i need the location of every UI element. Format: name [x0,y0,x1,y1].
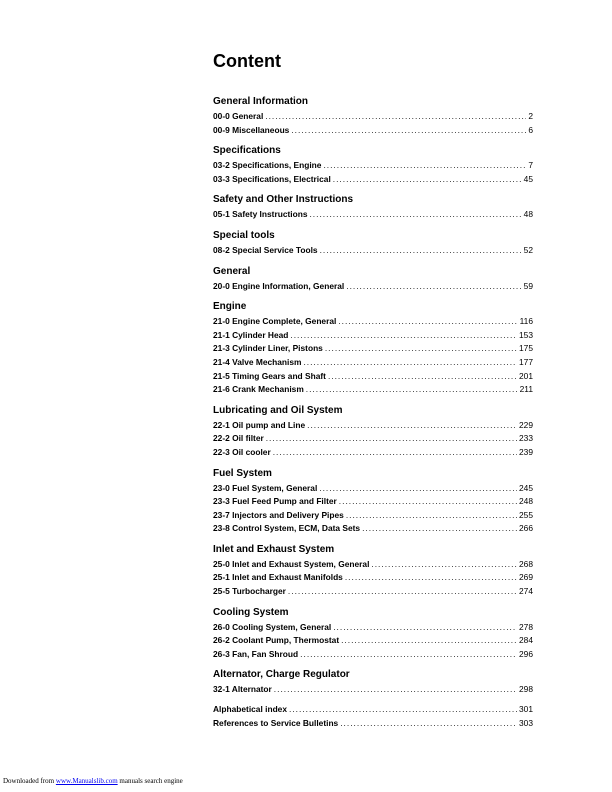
toc-entry-label: 21-3 Cylinder Liner, Pistons [213,343,323,354]
toc-entry-page-number: 245 [519,482,533,493]
toc-section [213,605,533,662]
toc-entry[interactable] [213,383,533,397]
toc-entry[interactable] [213,244,533,258]
dot-leader [291,124,526,138]
toc-entry-label: 26-0 Cooling System, General [213,621,332,632]
toc-section-heading: Alternator, Charge Regulator [213,669,350,681]
toc-section-heading: Safety and Other Instructions [213,194,354,206]
toc-entry[interactable] [213,482,533,496]
toc-entry-page-number: 296 [519,648,533,659]
footer-prefix: Downloaded from [3,777,55,785]
dot-leader [346,509,517,523]
footer-suffix: manuals search engine [119,777,183,785]
dot-leader [362,522,517,536]
toc-entry[interactable] [213,110,533,124]
toc-entry-label: 22-3 Oil cooler [213,446,271,457]
toc-entry-page-number: 269 [519,572,533,583]
dot-leader [306,383,518,397]
dot-leader [333,173,522,187]
toc-entry-page-number: 116 [519,316,533,327]
toc-entry-label: 00-0 General [213,111,264,121]
dot-leader [345,571,517,585]
toc-entry-page-number: 59 [523,280,533,291]
toc-entry[interactable] [213,509,533,523]
dot-leader [371,558,517,572]
toc-section [213,299,533,397]
toc-entry[interactable] [213,280,533,294]
dot-leader [340,717,517,731]
toc-entry-label: 26-2 Coolant Pump, Thermostat [213,635,340,646]
toc-entry[interactable] [213,432,533,446]
toc-entry[interactable] [213,342,533,356]
toc-entry[interactable] [213,208,533,222]
dot-leader [339,495,517,509]
toc-entry-label: 25-1 Inlet and Exhaust Manifolds [213,572,343,583]
toc-entry[interactable] [213,315,533,329]
toc-entry-label: 32-1 Alternator [213,684,272,695]
toc-entry[interactable] [213,648,533,662]
toc-section [213,542,533,599]
toc-entry[interactable] [213,356,533,370]
toc-entry-page-number: 301 [519,704,533,715]
toc-section [213,143,533,186]
toc-entry-page-number: 298 [519,684,533,695]
toc-entry-page-number: 268 [519,558,533,569]
toc-entry[interactable] [213,683,533,697]
toc-entry-label: 20-0 Engine Information, General [213,280,345,291]
dot-leader [309,208,521,222]
toc-entry[interactable] [213,159,533,173]
toc-entry-page-number: 233 [519,433,533,444]
toc-entry[interactable] [213,370,533,384]
toc-entry[interactable] [213,329,533,343]
toc-section-heading: Fuel System [213,467,272,479]
toc-entry-label: 21-1 Cylinder Head [213,329,289,340]
toc-entry-page-number: 211 [519,384,533,395]
toc-section-heading: Cooling System [213,606,289,618]
toc-entry[interactable] [213,419,533,433]
dot-leader [289,703,517,717]
download-footer [3,777,183,785]
toc-entry-page-number: 6 [528,124,533,135]
dot-leader [303,356,517,370]
dot-leader [288,585,517,599]
dot-leader [319,482,517,496]
toc-entry-page-number: 284 [519,635,533,646]
dot-leader [266,432,517,446]
toc-entry-label: 08-2 Special Service Tools [213,244,318,255]
toc-entry-page-number: 266 [519,523,533,534]
toc-section-heading: Inlet and Exhaust System [213,543,335,555]
toc-section-heading: General [213,265,251,277]
dot-leader [325,342,517,356]
toc-section-heading: Special tools [213,229,275,241]
dot-leader [328,370,517,384]
toc-section [213,667,533,697]
toc-entry-page-number: 48 [523,209,533,220]
toc-entry-label: 23-3 Fuel Feed Pump and Filter [213,496,337,507]
dot-leader [333,621,517,635]
toc-entry-label: 25-0 Inlet and Exhaust System, General [213,558,370,569]
toc-entry-label: 21-6 Crank Mechanism [213,384,304,395]
dot-leader [346,280,521,294]
toc-entry-label: 03-3 Specifications, Electrical [213,173,331,184]
page-title: Content [213,51,281,71]
toc-entry-page-number: 52 [523,244,533,255]
dot-leader [290,329,517,343]
toc-entry-label: 21-0 Engine Complete, General [213,316,337,327]
toc-entry-page-number: 303 [519,717,533,728]
toc-section-heading: Lubricating and Oil System [213,404,343,416]
toc-entry-label: 22-1 Oil pump and Line [213,419,306,430]
dot-leader [274,683,517,697]
toc-entry[interactable] [213,173,533,187]
toc-entry-page-number: 278 [519,621,533,632]
toc-entry-label: 21-5 Timing Gears and Shaft [213,370,326,381]
manualslib-link[interactable]: www.Manualslib.com [55,777,118,785]
toc-entry-page-number: 229 [519,419,533,430]
dot-leader [320,244,522,258]
dot-leader [265,110,526,124]
toc-extra-entries [213,703,533,730]
dot-leader [341,634,517,648]
dot-leader [338,315,517,329]
toc-section [213,403,533,460]
toc-entry-page-number: 153 [519,329,533,340]
toc-entry[interactable] [213,703,533,717]
toc-entry[interactable] [213,571,533,585]
table-of-contents [213,50,533,730]
toc-entry[interactable] [213,621,533,635]
toc-entry-page-number: 7 [528,160,533,171]
toc-entry-label: 23-0 Fuel System, General [213,482,318,493]
toc-entry-label: 21-4 Valve Mechanism [213,356,302,367]
toc-section-heading: General Information [213,96,309,107]
toc-section [213,228,533,258]
toc-section [213,192,533,222]
toc-entry-page-number: 2 [528,111,533,121]
toc-entry-label: 22-2 Oil filter [213,433,264,444]
toc-sections [213,94,533,697]
toc-entry-label: 05-1 Safety Instructions [213,209,308,220]
toc-entry-label: Alphabetical index [213,704,287,715]
toc-entry[interactable] [213,585,533,599]
toc-entry-label: 23-7 Injectors and Delivery Pipes [213,509,344,520]
toc-entry-page-number: 255 [519,509,533,520]
toc-entry-page-number: 274 [519,586,533,597]
toc-entry-page-number: 175 [519,343,533,354]
toc-entry[interactable] [213,558,533,572]
toc-entry-label: 00-9 Miscellaneous [213,124,290,135]
toc-entry[interactable] [213,522,533,536]
toc-entry[interactable] [213,717,533,731]
toc-section-heading: Engine [213,301,247,313]
toc-entry-page-number: 201 [519,370,533,381]
toc-entry-page-number: 248 [519,496,533,507]
toc-entry-page-number: 177 [519,356,533,367]
toc-entry-label: References to Service Bulletins [213,717,339,728]
dot-leader [273,446,517,460]
dot-leader [323,159,526,173]
toc-entry-page-number: 45 [523,173,533,184]
toc-entry-label: 26-3 Fan, Fan Shroud [213,648,299,659]
toc-entry[interactable] [213,446,533,460]
toc-section [213,94,533,137]
dot-leader [300,648,517,662]
toc-entry[interactable] [213,495,533,509]
toc-section [213,264,533,294]
toc-entry-label: 03-2 Specifications, Engine [213,160,322,171]
toc-entry[interactable] [213,634,533,648]
toc-entry-page-number: 239 [519,446,533,457]
toc-entry[interactable] [213,124,533,138]
toc-section-heading: Specifications [213,145,281,157]
toc-entry-label: 25-5 Turbocharger [213,586,286,597]
dot-leader [307,419,517,433]
toc-section [213,466,533,536]
toc-entry-label: 23-8 Control System, ECM, Data Sets [213,523,361,534]
